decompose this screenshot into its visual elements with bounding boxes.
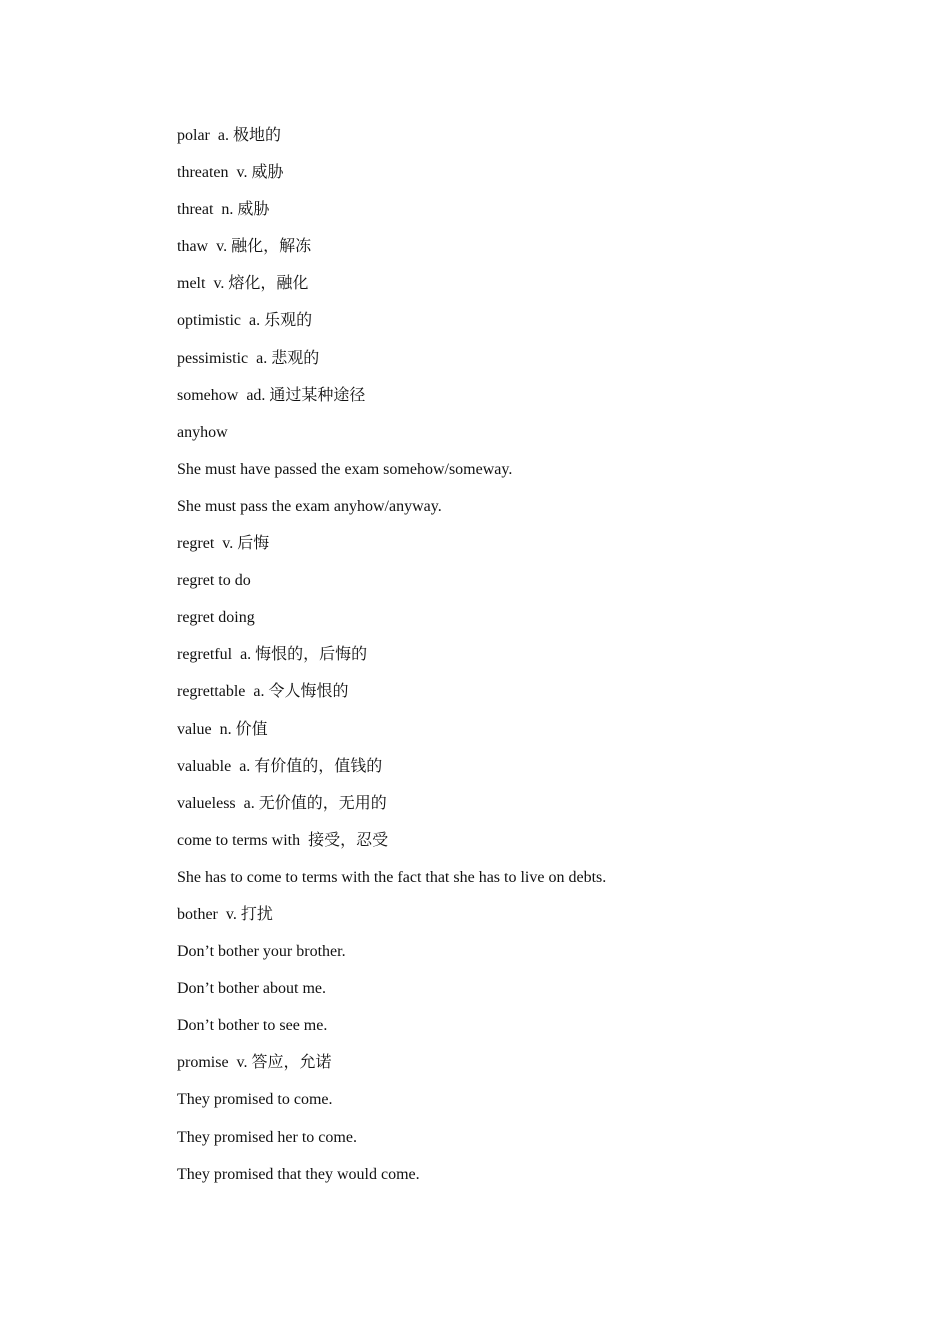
text-line: somehow ad. 通过某种途径	[177, 386, 366, 404]
text-line: regrettable a. 令人悔恨的	[177, 683, 349, 701]
text-line: She must pass the exam anyhow/anyway.	[177, 497, 442, 515]
text-line: They promised to come.	[177, 1091, 333, 1109]
text-line: threaten v. 威胁	[177, 164, 284, 182]
text-line: pessimistic a. 悲观的	[177, 349, 320, 367]
text-line: Don’t bother to see me.	[177, 1017, 328, 1035]
text-line: regretful a. 悔恨的，后悔的	[177, 646, 368, 664]
text-line: They promised her to come.	[177, 1128, 357, 1146]
text-line: optimistic a. 乐观的	[177, 312, 313, 330]
text-line: valueless a. 无价值的，无用的	[177, 794, 387, 812]
text-line: anyhow	[177, 423, 228, 441]
text-line: Don’t bother your brother.	[177, 943, 346, 961]
text-line: She must have passed the exam somehow/someway.	[177, 460, 513, 478]
text-line: regret to do	[177, 572, 251, 590]
text-line: valuable a. 有价值的，值钱的	[177, 757, 383, 775]
text-line: thaw v. 融化，解冻	[177, 238, 312, 256]
text-line: polar a. 极地的	[177, 127, 281, 144]
vocabulary-list	[177, 123, 877, 1199]
text-line: regret doing	[177, 609, 255, 627]
text-line: regret v. 后悔	[177, 535, 270, 553]
text-line: threat n. 威胁	[177, 201, 270, 219]
text-line: value n. 价值	[177, 720, 268, 738]
text-line: promise v. 答应，允诺	[177, 1054, 332, 1072]
text-line: She has to come to terms with the fact that she has to live on debts.	[177, 868, 607, 886]
text-line: They promised that they would come.	[177, 1165, 420, 1183]
text-line: melt v. 熔化，融化	[177, 275, 309, 293]
text-line: bother v. 打扰	[177, 905, 273, 923]
text-line: come to terms with 接受，忍受	[177, 831, 389, 849]
text-line: Don’t bother about me.	[177, 980, 327, 998]
